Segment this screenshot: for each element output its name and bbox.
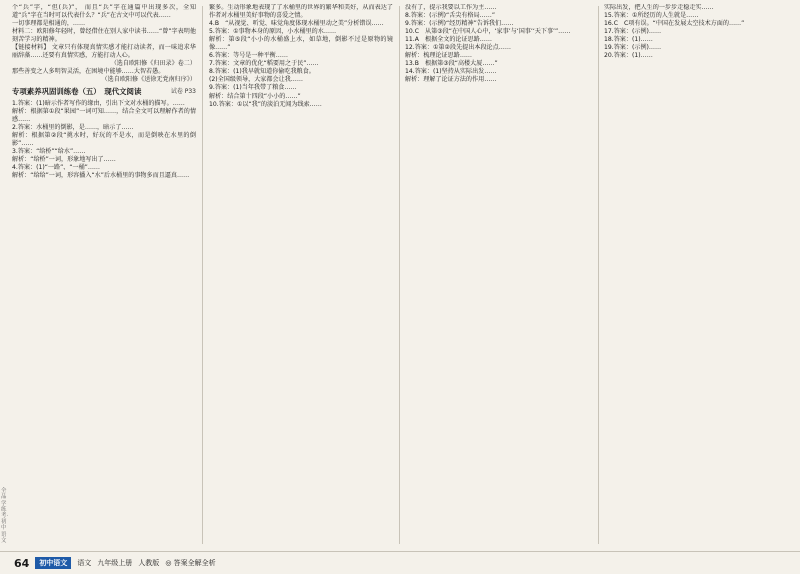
page-number: 64 — [14, 556, 30, 570]
paragraph: 那些善变之人多明智灵活，在困境中能够……大智若愚。 — [12, 68, 165, 76]
answer-paragraph: 18.答案：(1)…… — [604, 36, 653, 44]
column-divider — [202, 6, 203, 544]
answer-paragraph: 10.C 从第③段“在中国人心中，‘家事’与‘国事’‘天下事’”…… — [405, 28, 571, 36]
source-note: （选自欧阳修《送徐无党南归序》） — [101, 76, 196, 84]
answer-paragraph: 11.A 根据全文的论证思路…… — [405, 36, 492, 44]
answer-paragraph: 解析：理解了论证方法的作用…… — [405, 76, 497, 84]
footer-grade: 九年级上册 — [97, 559, 133, 567]
answer-paragraph: 6.答案：等号是一种平衡…… — [209, 52, 288, 60]
answer-paragraph: 4.B “从视觉、听觉、味觉角度体现水桶里动之美”分析错误…… — [209, 20, 384, 28]
answer-paragraph: 5.答案：①事物本身的原因，小水桶里的水…… — [209, 28, 337, 36]
answer-paragraph: 16.C C项有误。“中国在发展太空技术方面的……” — [604, 20, 745, 28]
column-3 — [405, 4, 593, 546]
column-2 — [209, 4, 393, 546]
answer-paragraph: (2)全国级领导，大家都会让我…… — [209, 76, 303, 84]
answer-paragraph: 解析：“给桥”一词，形象地写出了…… — [12, 155, 116, 163]
answer-paragraph: 20.答案：(1)…… — [604, 52, 653, 60]
answer-paragraph: 2.答案：水桶里的倒影，是……，暗示了…… — [12, 123, 134, 131]
footer-edition: 人教版 — [138, 559, 160, 567]
section-heading — [12, 88, 196, 96]
answer-paragraph: 4.答案：(1)“一路”、“一桶”…… — [12, 163, 101, 171]
section-ref: 试卷 P33 — [170, 88, 196, 96]
answer-paragraph: 17.答案：(示例)…… — [604, 28, 662, 36]
side-label: 全品学练考·初中语文 — [1, 488, 9, 544]
column-4 — [604, 4, 788, 546]
answer-paragraph: 14.答案：(1)坚持从实际出发…… — [405, 68, 497, 76]
answer-paragraph: 15.答案：①所经历的人生就是…… — [604, 12, 699, 20]
column-divider — [598, 6, 599, 544]
answer-paragraph: 繁多。生动形象地表现了了水桶里的世界的繁华和美好，从而表达了作者对水桶里美好事物的喜爱之情。 — [209, 4, 393, 20]
answer-paragraph: 解析：结合第十四段“小小的……” — [209, 92, 301, 100]
source-note: （选自欧阳修《归田录》卷二） — [110, 60, 196, 68]
answer-paragraph: 解析：根据第①段“果园”一词可知……，结合全文可以理解作者的情感…… — [12, 107, 196, 123]
answer-paragraph: 19.答案：(示例)…… — [604, 44, 662, 52]
answer-paragraph: 解析：第⑤段“小小的水桶盛上水，如草地，倒影不过是原物的镜像……” — [209, 36, 393, 52]
paragraph: 个“兵”字，“但(兵)”， 而且“兵”字在通篇中出现多次，全知道“兵”字在当时可以代表什么？“兵”在古文中可以代表…… — [12, 4, 196, 20]
answer-paragraph: 1.答案：(1)暗示作者写作的缘由，引出下文对水桶的描写。…… — [12, 99, 185, 107]
answer-paragraph: 实际出发，把人生的一步步走稳走实…… — [604, 4, 714, 11]
paragraph: 材料二：欧阳修年轻时，曾经借住在别人家中读书……“曾”字表明他刻苦学习的精神。 — [12, 28, 196, 44]
footer-subject: 语文 — [77, 559, 92, 567]
paragraph: 【链接材料】 文章只有体现真情实感才能打动读者，而一味追求华丽辞藻……还要有真情实感，方能打动人心。 — [12, 44, 196, 60]
answer-paragraph: 10.答案：①以“我”的淡泊无闻为线索…… — [209, 100, 322, 108]
brand-badge: 初中语文 — [35, 557, 71, 569]
footer-series: ◎ 答案全解全析 — [165, 559, 216, 567]
column-1 — [12, 4, 196, 546]
answer-paragraph: 解析：“给给”一词，形容播入“水”后水桶里的事物多而且逼真…… — [12, 171, 190, 179]
page-footer — [0, 551, 800, 574]
answer-paragraph: 13.B 根据第③段“高楼大厦……” — [405, 60, 498, 68]
answer-paragraph: 解析：梳理论证思路…… — [405, 52, 473, 60]
answer-paragraph: 7.答案：文章的优化“稻要用之于民”…… — [209, 60, 319, 68]
paragraph: 一切事理都是相通的，…… — [12, 20, 86, 28]
answer-paragraph: 解析：根据第②段“挑水时，好玩的不是水，而是倒映在水里的倒影”…… — [12, 131, 196, 147]
answer-paragraph: 没有了，提示我要以工作为主…… — [405, 4, 497, 11]
answer-paragraph: 9.答案：(1)当年我带了粮食…… — [209, 84, 297, 92]
answer-paragraph: 8.答案：(1)我早就知道你偷吃我粮食。 — [209, 68, 315, 76]
answer-paragraph: 8.答案：(示例)“舌尖有格局……” — [405, 12, 496, 20]
answer-paragraph: 9.答案：(示例)“经历精神”告诉我们…… — [405, 20, 514, 28]
answer-paragraph: 12.答案：①第②段先提出本段论点…… — [405, 44, 511, 52]
answer-paragraph: 3.答案：“给桥”“给水”…… — [12, 147, 86, 155]
column-divider — [399, 6, 400, 544]
section-title: 专项素养巩固训练卷（五） 现代文阅读 — [12, 87, 142, 97]
